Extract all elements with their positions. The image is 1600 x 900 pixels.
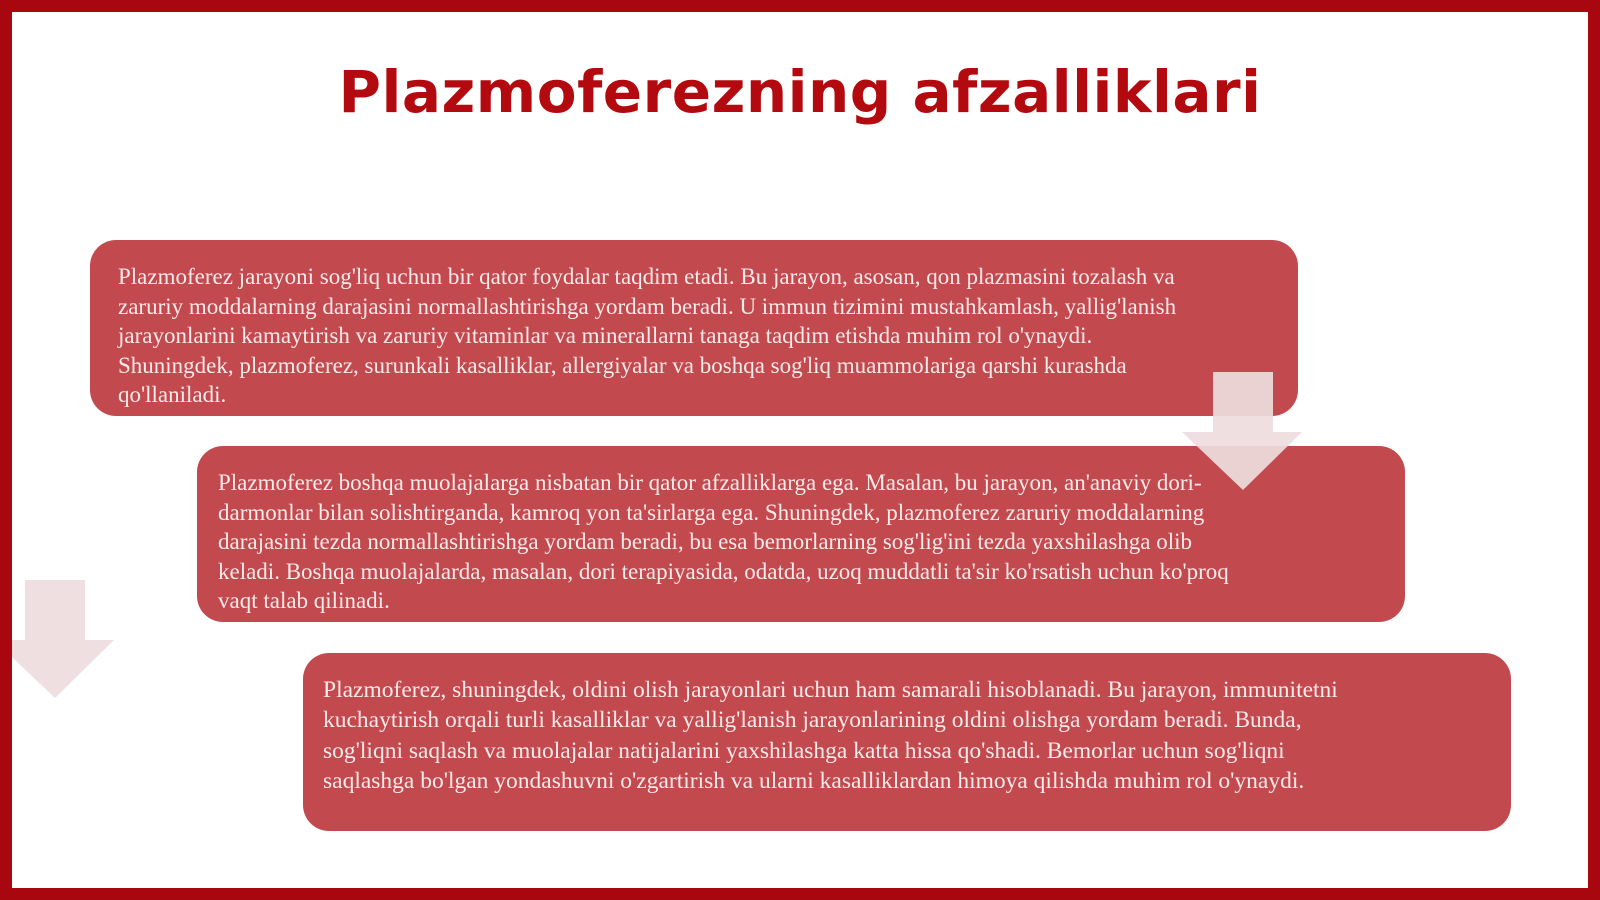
process-card-1 — [90, 240, 1298, 416]
process-card-3 — [303, 653, 1511, 831]
process-card-3-text: Plazmoferez, shuningdek, oldini olish jarayonlari uchun ham samarali hisoblanadi. Bu jarayon, immunitetni kuchaytirish orqali turli kasalliklar va yallig'lanish jarayonlarining oldini olishga yordam beradi. Bunda, sog'liqni saqlash va muolajalar natijalarini yaxshilashga katta hissa qo'shadi. Bemorlar uchun sog'liqni saqlashga bo'lgan yondashuvni o'zgartirish va ularni kasalliklardan himoya qilishda muhim rol o'ynaydi. — [323, 677, 1338, 795]
arrow-down-icon-shape — [1182, 372, 1302, 490]
process-card-1-text: Plazmoferez jarayoni sog'liq uchun bir qator foydalar taqdim etadi. Bu jarayon, asosan, qon plazmasini tozalash va zaruriy moddalarning darajasini normallashtirishga yordam beradi. U immun tizimini mustahkamlash, yallig'lanish jarayonlarini kamaytirish va zaruriy vitaminlar va minerallarni tanaga taqdim etishda muhim rol o'ynaydi. Shuningdek, plazmoferez, surunkali kasalliklar, allergiyalar va boshqa sog'liq muammolariga qarshi kurashda qo'llaniladi. — [118, 264, 1177, 408]
process-card-2-text: Plazmoferez boshqa muolajalarga nisbatan bir qator afzalliklarga ega. Masalan, bu jarayon, an'anaviy dori-darmonlar bilan solishtirganda, kamroq yon ta'sirlarga ega. Shuningdek, plazmoferez zaruriy moddalarning darajasini tezda normallashtirishga yordam beradi, bu esa bemorlarning sog'lig'ini tezda yaxshilashga olib keladi. Boshqa muolajalarda, masalan, dori terapiyasida, odatda, uzoq muddatli ta'sir ko'rsatish uchun ko'proq vaqt talab qilinadi. — [218, 470, 1229, 614]
arrow-down-icon — [1182, 372, 1302, 490]
arrow-down-icon — [0, 580, 114, 698]
arrow-down-icon-shape — [0, 580, 114, 698]
slide-title: Plazmoferezning afzalliklari — [338, 58, 1262, 126]
